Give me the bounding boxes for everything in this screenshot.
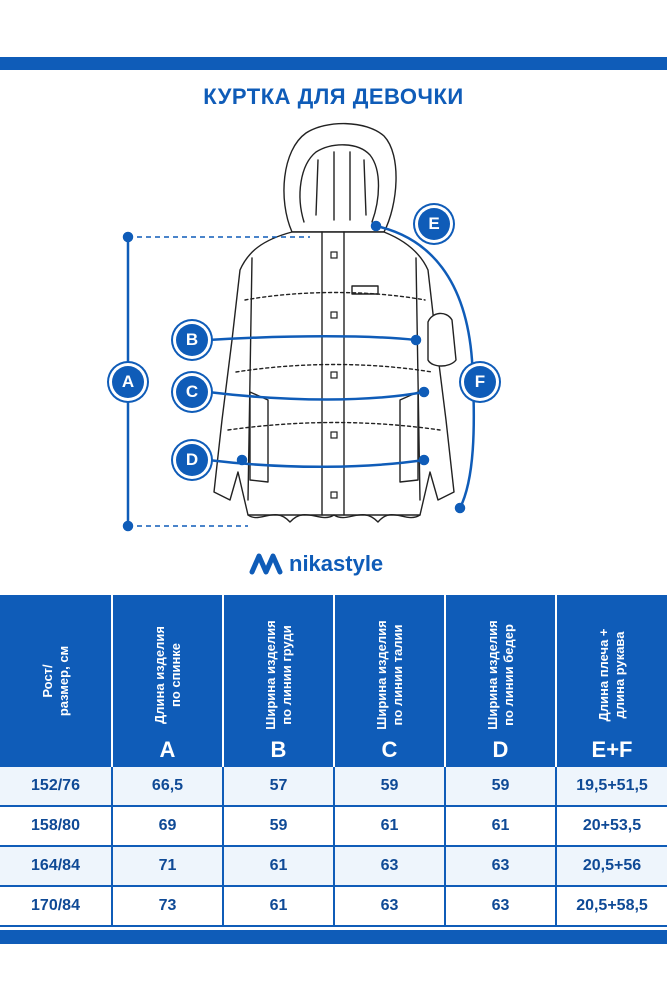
table-row bbox=[0, 767, 667, 806]
table-cell: 59 bbox=[334, 767, 445, 806]
table-cell: 20,5+58,5 bbox=[556, 886, 667, 926]
marker-d: D bbox=[176, 444, 208, 476]
header-label: Рост/ размер, см bbox=[39, 645, 71, 717]
marker-e: E bbox=[418, 208, 450, 240]
nikastyle-logo-icon bbox=[249, 550, 283, 578]
header-label: Длина плеча + длина рукава bbox=[596, 628, 627, 722]
table-cell: 61 bbox=[223, 846, 334, 886]
table-cell: 19,5+51,5 bbox=[556, 767, 667, 806]
marker-f: F bbox=[464, 366, 496, 398]
table-cell: 20+53,5 bbox=[556, 806, 667, 846]
table-cell: 59 bbox=[445, 767, 556, 806]
header-letter: D bbox=[492, 737, 509, 762]
header-letter: E+F bbox=[591, 737, 633, 762]
table-cell: 63 bbox=[334, 886, 445, 926]
header-label: Ширина изделия по линии груди bbox=[262, 620, 294, 730]
table-cell: 63 bbox=[445, 886, 556, 926]
table-cell: 57 bbox=[223, 767, 334, 806]
brand-logo bbox=[249, 550, 383, 578]
table-cell: 152/76 bbox=[0, 767, 112, 806]
header-label: Ширина изделия по линии бедер bbox=[484, 620, 516, 730]
table-cell: 73 bbox=[112, 886, 223, 926]
brand-name: nikastyle bbox=[289, 551, 384, 576]
table-cell: 158/80 bbox=[0, 806, 112, 846]
header-height-size bbox=[0, 595, 112, 767]
table-cell: 63 bbox=[445, 846, 556, 886]
table-cell: 59 bbox=[223, 806, 334, 846]
marker-b: B bbox=[176, 324, 208, 356]
table-cell: 170/84 bbox=[0, 886, 112, 926]
table-cell: 61 bbox=[445, 806, 556, 846]
header-ef bbox=[556, 595, 667, 767]
jacket-diagram bbox=[0, 115, 667, 535]
table-cell: 66,5 bbox=[112, 767, 223, 806]
header-letter: A bbox=[159, 737, 176, 762]
table-row bbox=[0, 846, 667, 886]
table-cell: 61 bbox=[334, 806, 445, 846]
header-letter: C bbox=[381, 737, 398, 762]
marker-c: C bbox=[176, 376, 208, 408]
header-letter: B bbox=[270, 737, 287, 762]
top-stripe bbox=[0, 57, 667, 70]
header-c bbox=[334, 595, 445, 767]
header-label: Ширина изделия по линии талии bbox=[373, 620, 405, 730]
page-title: КУРТКА ДЛЯ ДЕВОЧКИ bbox=[203, 84, 464, 109]
marker-a: A bbox=[112, 366, 144, 398]
table-cell: 71 bbox=[112, 846, 223, 886]
table-cell: 20,5+56 bbox=[556, 846, 667, 886]
table-cell: 63 bbox=[334, 846, 445, 886]
table-cell: 61 bbox=[223, 886, 334, 926]
header-b bbox=[223, 595, 334, 767]
bottom-stripe bbox=[0, 930, 667, 944]
header-d bbox=[445, 595, 556, 767]
size-table-header bbox=[0, 595, 667, 767]
size-table bbox=[0, 595, 667, 927]
header-label: Длина изделия по спинке bbox=[151, 626, 183, 724]
table-cell: 69 bbox=[112, 806, 223, 846]
header-a bbox=[112, 595, 223, 767]
table-row bbox=[0, 806, 667, 846]
table-row bbox=[0, 886, 667, 926]
table-cell: 164/84 bbox=[0, 846, 112, 886]
